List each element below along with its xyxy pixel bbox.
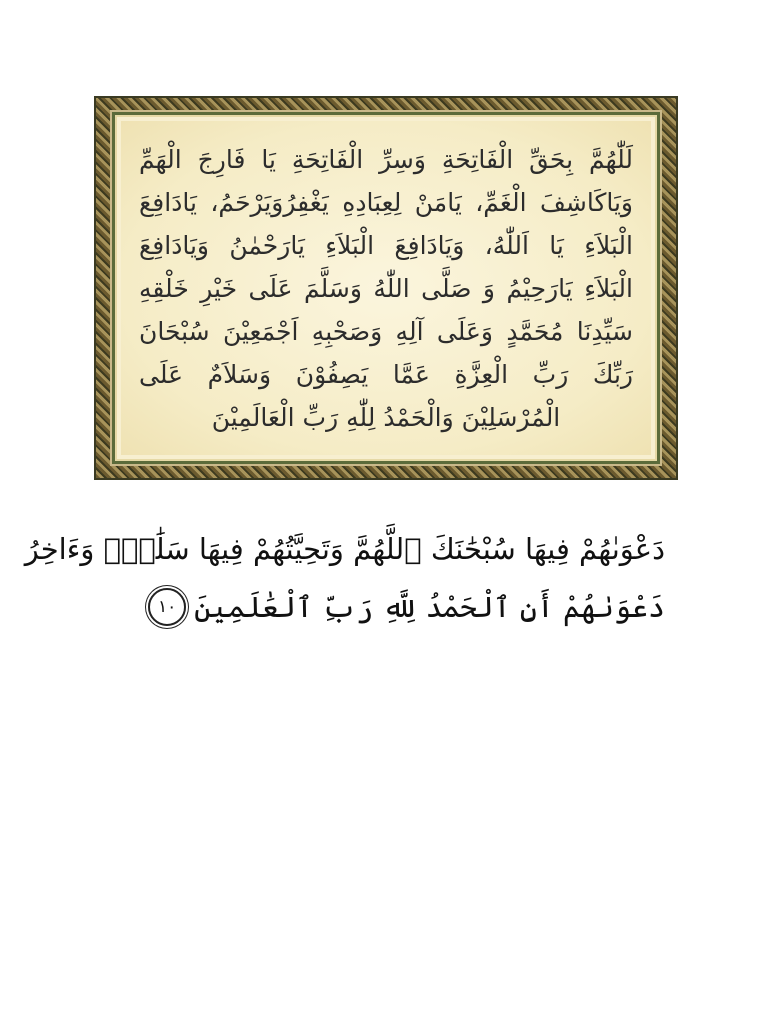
prayer-card-panel: [121, 121, 651, 455]
prayer-card-border: [112, 112, 660, 464]
prayer-line-1: لَلّٰهُمَّ بِحَقِّ الْفَاتِحَةِ وَسِرِّ الْفَاتِحَةِ يَا فَارِجَ الْهَمِّ: [139, 144, 633, 174]
prayer-line-6: رَبِّكَ رَبِّ الْعِزَّةِ عَمَّا يَصِفُوْنَ وَسَلاَمٌ عَلَى: [139, 359, 633, 389]
prayer-line-4: الْبَلاَءِ يَارَحِيْمُ وَ صَلَّى اللّٰهُ وَسَلَّمَ عَلَى خَيْرِ خَلْقِهِ: [139, 273, 633, 303]
verse-line-1: دَعْوَىٰهُمْ فِيهَا سُبْحَٰنَكَ ٱللَّهُمَّ وَتَحِيَّتُهُمْ فِيهَا سَلَٰمٌۚ وَءَاخِرُ: [24, 532, 665, 566]
verse-line-2-text: دَعْوَىٰهُمْ أَنِ ٱلْحَمْدُ لِلَّهِ رَبِّ ٱلْعَٰلَمِينَ: [194, 590, 665, 624]
prayer-line-3: الْبَلاَءِ يَا اَللّٰهُ، وَيَادَافِعَ الْبَلاَءِ يَارَحْمٰنُ وَيَادَافِعَ: [139, 230, 633, 260]
prayer-line-5: سَيِّدِنَا مُحَمَّدٍ وَعَلَى آلِهِ وَصَحْبِهِ اَجْمَعِيْنَ سُبْحَانَ: [139, 316, 633, 346]
verse-line-2: [130, 578, 665, 636]
ayah-number-marker: ١٠: [148, 588, 186, 626]
prayer-line-7: الْمُرْسَلِيْنَ وَالْحَمْدُ لِلّٰهِ رَبِّ الْعَالَمِيْنَ: [211, 402, 561, 432]
quran-verse: [24, 520, 665, 636]
prayer-line-2: وَيَاكَاشِفَ الْغَمِّ، يَامَنْ لِعِبَادِهِ يَغْفِرُوَيَرْحَمُ، يَادَافِعَ: [139, 187, 633, 217]
prayer-card-frame: [94, 96, 678, 480]
